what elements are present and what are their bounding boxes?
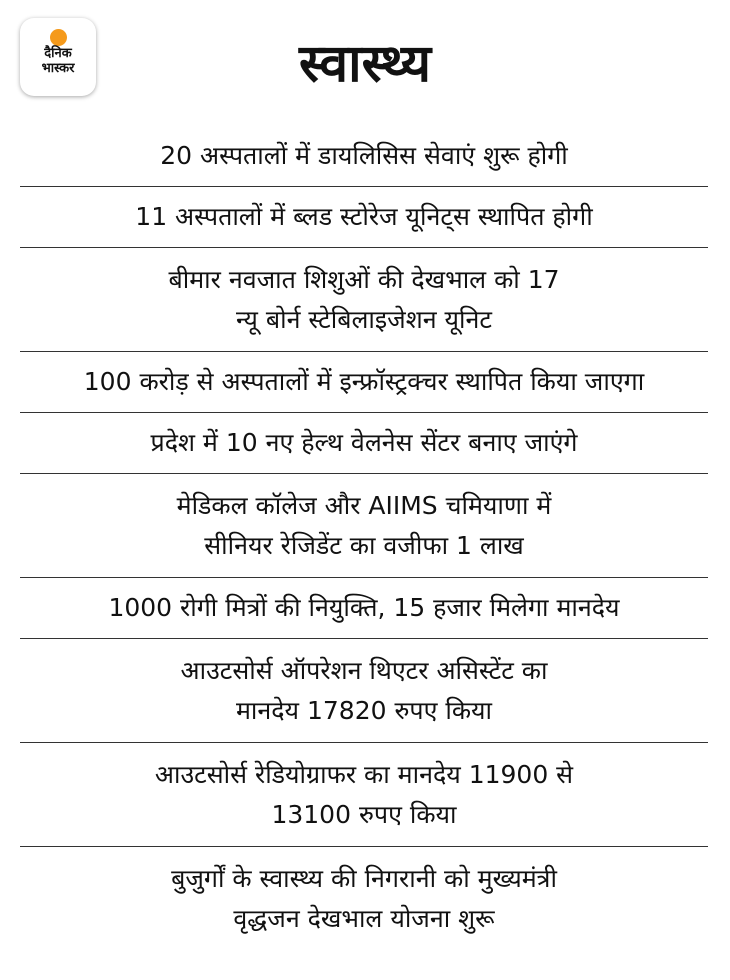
list-item [20, 639, 708, 743]
logo-text-line2: भास्कर [41, 61, 75, 76]
item-text: 20 अस्पतालों में डायलिसिस सेवाएं शुरू होगी [160, 141, 568, 170]
list-item [20, 413, 708, 474]
list-item [20, 578, 708, 639]
page-title: स्वास्थ्य [298, 34, 432, 94]
list-item [20, 474, 708, 578]
list-item [20, 248, 708, 352]
list-item [20, 126, 708, 187]
item-text: प्रदेश में 10 नए हेल्थ वेलनेस सेंटर बनाए जाएंगे [150, 428, 578, 457]
list-item [20, 187, 708, 248]
health-points-list [20, 126, 708, 951]
item-text: मेडिकल कॉलेज और AIIMS चमियाणा में [176, 490, 552, 520]
item-text: 100 करोड़ से अस्पतालों में इन्फ्रॉस्ट्रक्चर स्थापित किया जाएगा [83, 367, 645, 396]
item-text: न्यू बोर्न स्टेबिलाइजेशन यूनिट [236, 304, 492, 334]
item-text: मानदेय 17820 रुपए किया [235, 695, 493, 725]
item-text: 11 अस्पतालों में ब्लड स्टोरेज यूनिट्स स्थापित होगी [135, 202, 593, 231]
item-text: 13100 रुपए किया [271, 799, 457, 829]
list-item [20, 352, 708, 413]
item-text: वृद्धजन देखभाल योजना शुरू [233, 904, 495, 933]
item-text: सीनियर रेजिडेंट का वजीफा 1 लाख [204, 530, 524, 560]
list-item [20, 847, 708, 951]
item-text: बीमार नवजात शिशुओं की देखभाल को 17 [168, 264, 560, 294]
item-text: आउटसोर्स ऑपरेशन थिएटर असिस्टेंट का [180, 655, 548, 685]
item-text: 1000 रोगी मित्रों की नियुक्ति, 15 हजार मिलेगा मानदेय [108, 593, 620, 622]
item-text: बुजुर्गों के स्वास्थ्य की निगरानी को मुख्यमंत्री [171, 864, 557, 893]
list-item [20, 743, 708, 847]
logo-text-line1: दैनिक [44, 46, 72, 61]
item-text: आउटसोर्स रेडियोग्राफर का मानदेय 11900 से [154, 759, 574, 789]
